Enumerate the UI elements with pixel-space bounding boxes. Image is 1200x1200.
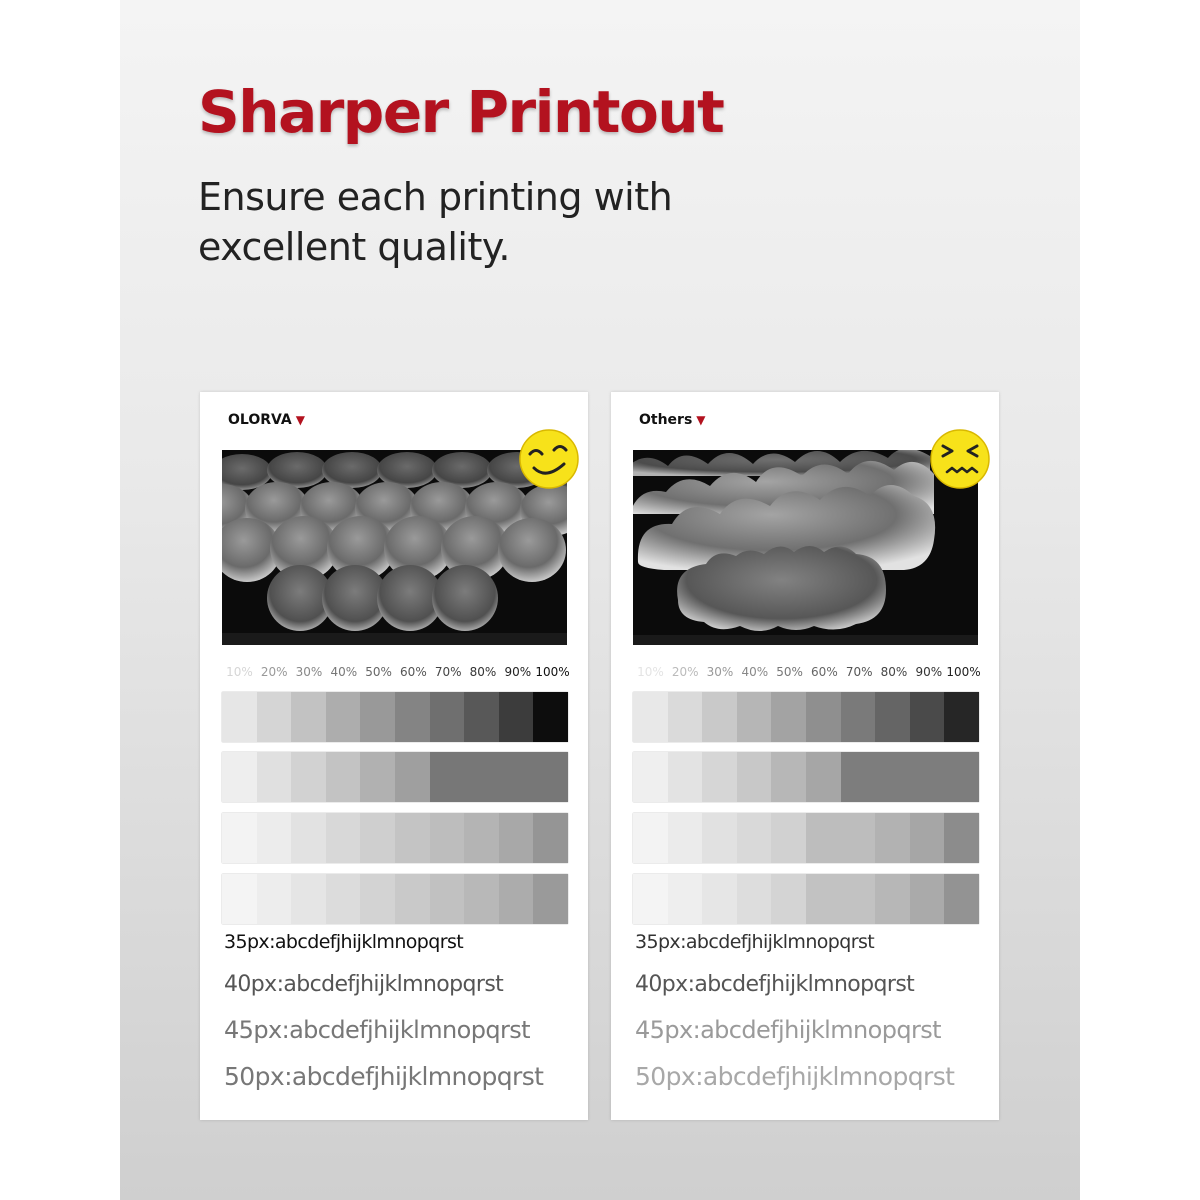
- gray-swatch: [464, 813, 499, 863]
- gray-swatch: [668, 692, 703, 742]
- gray-swatch: [702, 813, 737, 863]
- text-sample: 35px:abcdefjhijklmnopqrst: [635, 931, 875, 953]
- text-sample: 40px:abcdefjhijklmnopqrst: [635, 972, 915, 997]
- gray-swatch: [910, 813, 945, 863]
- percent-label: 60%: [811, 665, 838, 679]
- gray-swatch: [702, 752, 737, 802]
- gray-swatch: [257, 813, 292, 863]
- text-sample: 35px:abcdefjhijklmnopqrst: [224, 931, 464, 953]
- gray-swatch: [360, 692, 395, 742]
- brand-name: OLORVA: [228, 412, 292, 428]
- brand-name: Others: [639, 412, 693, 428]
- gray-strip: [633, 813, 979, 863]
- brand-label: [639, 412, 706, 428]
- gray-swatch: [395, 813, 430, 863]
- gray-swatch: [944, 692, 979, 742]
- gray-swatch: [326, 813, 361, 863]
- panel-others: [611, 392, 999, 1120]
- gray-swatch: [326, 874, 361, 924]
- gray-swatch: [944, 874, 979, 924]
- text-sample: 50px:abcdefjhijklmnopqrst: [635, 1062, 955, 1091]
- gray-swatch: [430, 813, 465, 863]
- gray-strip: [222, 752, 568, 802]
- halftone-dots-image: [222, 450, 567, 645]
- gray-strip: [633, 692, 979, 742]
- gray-swatch: [430, 692, 465, 742]
- gray-swatch: [737, 874, 772, 924]
- gray-swatch: [841, 692, 876, 742]
- percent-label: 70%: [845, 665, 873, 679]
- percent-label: 50%: [776, 665, 803, 679]
- gray-swatch: [533, 813, 568, 863]
- macro-dots-photo: [633, 450, 978, 645]
- percent-label: 20%: [260, 665, 288, 679]
- percent-label: 40%: [741, 665, 769, 679]
- gray-swatch: [910, 752, 945, 802]
- gray-swatch: [499, 692, 534, 742]
- gray-swatch: [633, 692, 668, 742]
- percent-scale: [222, 664, 570, 680]
- percent-label: 100%: [535, 665, 570, 679]
- percent-label: 30%: [706, 665, 734, 679]
- percent-label: 90%: [915, 665, 943, 679]
- gray-swatch: [533, 752, 568, 802]
- percent-label: 10%: [226, 665, 253, 679]
- percent-label: 10%: [637, 665, 664, 679]
- gray-swatch: [533, 874, 568, 924]
- grimacing-face-icon: [929, 428, 991, 490]
- gray-swatch: [875, 874, 910, 924]
- gray-swatch: [910, 874, 945, 924]
- gray-swatch: [360, 874, 395, 924]
- gray-swatch: [222, 813, 257, 863]
- gray-swatch: [841, 813, 876, 863]
- gray-strip: [222, 813, 568, 863]
- gray-swatch: [430, 752, 465, 802]
- halftone-dots-image: [633, 450, 978, 645]
- percent-label: 40%: [330, 665, 358, 679]
- gray-swatch: [395, 752, 430, 802]
- gray-swatch: [806, 692, 841, 742]
- gray-swatch: [633, 752, 668, 802]
- gray-strip: [222, 692, 568, 742]
- gray-strip: [633, 752, 979, 802]
- gray-swatch: [326, 752, 361, 802]
- gray-swatch: [464, 752, 499, 802]
- percent-label: 70%: [434, 665, 462, 679]
- gray-swatch: [771, 874, 806, 924]
- gray-swatch: [771, 813, 806, 863]
- percent-label: 20%: [671, 665, 699, 679]
- gray-swatch: [499, 874, 534, 924]
- gray-swatch: [222, 874, 257, 924]
- gray-swatch: [668, 813, 703, 863]
- smiling-face-icon: [518, 428, 580, 490]
- gray-swatch: [668, 752, 703, 802]
- gray-swatch: [771, 692, 806, 742]
- panel-olorva: [200, 392, 588, 1120]
- triangle-down-icon: ▼: [295, 413, 305, 427]
- gray-swatch: [737, 813, 772, 863]
- gray-swatch: [875, 692, 910, 742]
- gray-swatch: [499, 752, 534, 802]
- gray-swatch: [464, 692, 499, 742]
- gray-swatch: [875, 752, 910, 802]
- text-sample: 50px:abcdefjhijklmnopqrst: [224, 1062, 544, 1091]
- gray-swatch: [771, 752, 806, 802]
- percent-label: 100%: [946, 665, 981, 679]
- gray-swatch: [291, 813, 326, 863]
- gray-swatch: [291, 752, 326, 802]
- text-sample: 45px:abcdefjhijklmnopqrst: [635, 1016, 941, 1044]
- banner-canvas: [120, 0, 1080, 1200]
- gray-swatch: [944, 752, 979, 802]
- macro-dots-photo: [222, 450, 567, 645]
- gray-swatch: [702, 692, 737, 742]
- gray-swatch: [257, 874, 292, 924]
- percent-label: 50%: [365, 665, 392, 679]
- gray-swatch: [944, 813, 979, 863]
- percent-label: 30%: [295, 665, 323, 679]
- gray-swatch: [737, 752, 772, 802]
- gray-strip: [222, 874, 568, 924]
- gray-swatch: [360, 752, 395, 802]
- gray-swatch: [806, 813, 841, 863]
- gray-swatch: [360, 813, 395, 863]
- gray-swatch: [464, 874, 499, 924]
- percent-label: 80%: [469, 665, 497, 679]
- text-sample: 45px:abcdefjhijklmnopqrst: [224, 1016, 530, 1044]
- gray-swatch: [291, 874, 326, 924]
- gray-swatch: [633, 813, 668, 863]
- gray-swatch: [737, 692, 772, 742]
- percent-scale: [633, 664, 981, 680]
- gray-swatch: [910, 692, 945, 742]
- gray-swatch: [702, 874, 737, 924]
- gray-swatch: [326, 692, 361, 742]
- gray-swatch: [633, 874, 668, 924]
- gray-swatch: [841, 874, 876, 924]
- subheadline: Ensure each printing with excellent quality.: [198, 175, 673, 269]
- gray-swatch: [257, 752, 292, 802]
- gray-swatch: [841, 752, 876, 802]
- triangle-down-icon: ▼: [696, 413, 706, 427]
- gray-swatch: [222, 752, 257, 802]
- gray-strip: [633, 874, 979, 924]
- gray-swatch: [668, 874, 703, 924]
- percent-label: 80%: [880, 665, 908, 679]
- gray-swatch: [875, 813, 910, 863]
- text-sample: 40px:abcdefjhijklmnopqrst: [224, 972, 504, 997]
- percent-label: 90%: [504, 665, 532, 679]
- gray-swatch: [499, 813, 534, 863]
- gray-swatch: [806, 752, 841, 802]
- gray-swatch: [533, 692, 568, 742]
- gray-swatch: [395, 874, 430, 924]
- brand-label: [228, 412, 305, 428]
- gray-swatch: [257, 692, 292, 742]
- gray-swatch: [430, 874, 465, 924]
- gray-swatch: [291, 692, 326, 742]
- gray-swatch: [395, 692, 430, 742]
- gray-swatch: [222, 692, 257, 742]
- percent-label: 60%: [400, 665, 427, 679]
- headline: Sharper Printout: [198, 78, 724, 146]
- gray-swatch: [806, 874, 841, 924]
